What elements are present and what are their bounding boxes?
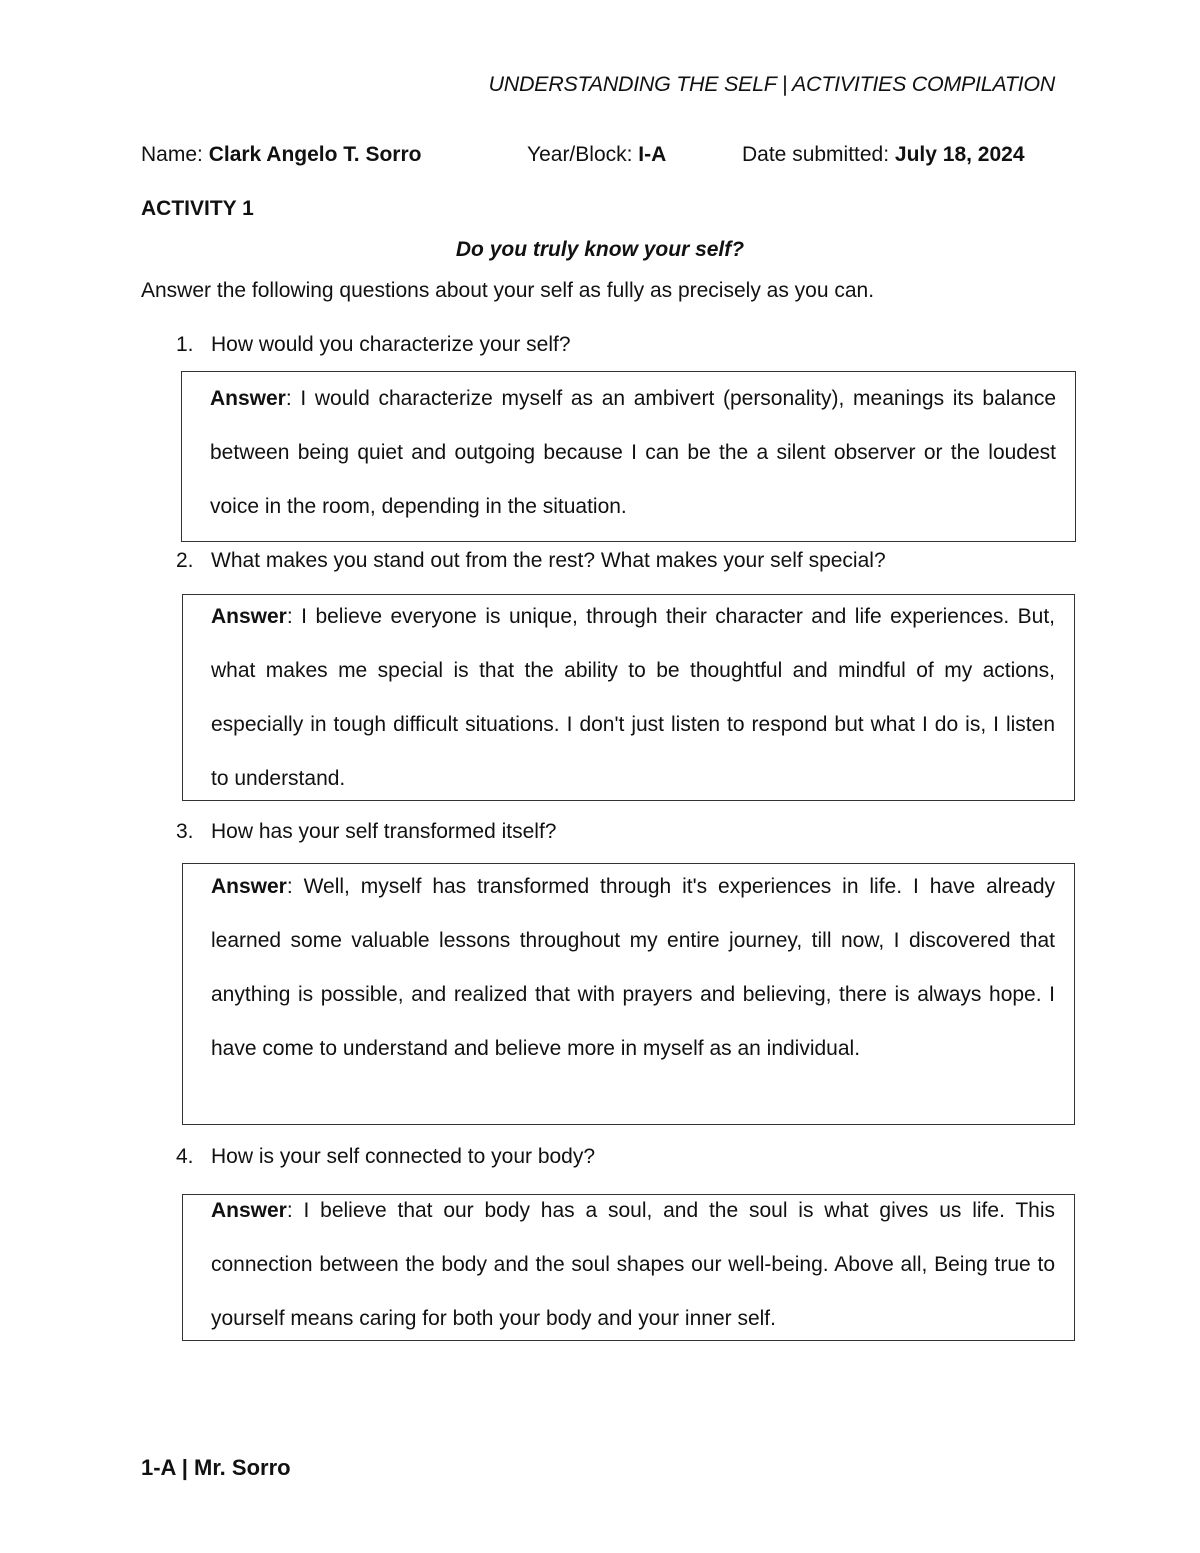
answer-text: : I believe everyone is unique, through their character and life experiences. But, what makes me special is that the ability to be thoughtful and mindful of my actions, especially in tough difficult situations. I don't just listen to respond but what I do is, I listen to understand. — [211, 605, 1055, 790]
question-3 — [176, 820, 556, 844]
name-value: Clark Angelo T. Sorro — [208, 143, 422, 166]
year-label: Year/Block: — [527, 143, 639, 166]
question-number: 4. — [176, 1145, 194, 1168]
answer-box-3 — [182, 863, 1075, 1125]
question-1 — [176, 333, 571, 357]
name-label: Name: — [141, 143, 209, 166]
date-field — [742, 143, 1025, 167]
question-text: What makes you stand out from the rest? What makes your self special? — [211, 549, 886, 572]
question-text: How would you characterize your self? — [211, 333, 571, 356]
question-number: 1. — [176, 333, 194, 356]
answer-label: Answer — [211, 875, 287, 898]
answer-box-4 — [182, 1194, 1075, 1341]
question-2 — [176, 549, 886, 573]
question-text: How is your self connected to your body? — [211, 1145, 596, 1168]
question-number: 2. — [176, 549, 194, 572]
instructions: Answer the following questions about your self as fully as precisely as you can. — [141, 279, 875, 302]
activity-subtitle: Do you truly know your self? — [455, 238, 745, 261]
answer-text: : I believe that our body has a soul, and the soul is what gives us life. This connection between the body and the soul shapes our well-being. Above all, Being true to yourself means caring for both your body and your inner self. — [211, 1199, 1055, 1330]
answer-label: Answer — [210, 387, 286, 410]
activity-heading: ACTIVITY 1 — [141, 197, 254, 220]
question-4 — [176, 1145, 595, 1169]
answer-box-2 — [182, 594, 1075, 801]
page-header: UNDERSTANDING THE SELF | ACTIVITIES COMPILATION — [488, 72, 1055, 96]
answer-text: : I would characterize myself as an ambivert (personality), meanings its balance between being quiet and outgoing because I can be the a silent observer or the loudest voice in the room, depending in the situation. — [210, 387, 1056, 518]
year-value: I-A — [638, 143, 667, 166]
answer-text: : Well, myself has transformed through it's experiences in life. I have already learned some valuable lessons throughout my entire journey, till now, I discovered that anything is possible, and realized that with prayers and believing, there is always hope. I have come to understand and believe more in myself as an individual. — [211, 875, 1055, 1060]
answer-label: Answer — [211, 1199, 287, 1222]
name-field — [141, 143, 421, 167]
answer-box-1 — [181, 371, 1076, 542]
question-text: How has your self transformed itself? — [211, 820, 557, 843]
question-number: 3. — [176, 820, 194, 843]
date-value: July 18, 2024 — [894, 143, 1025, 166]
year-block-field — [527, 143, 666, 167]
answer-label: Answer — [211, 605, 287, 628]
page-footer: 1-A | Mr. Sorro — [141, 1455, 291, 1480]
date-label: Date submitted: — [742, 143, 895, 166]
